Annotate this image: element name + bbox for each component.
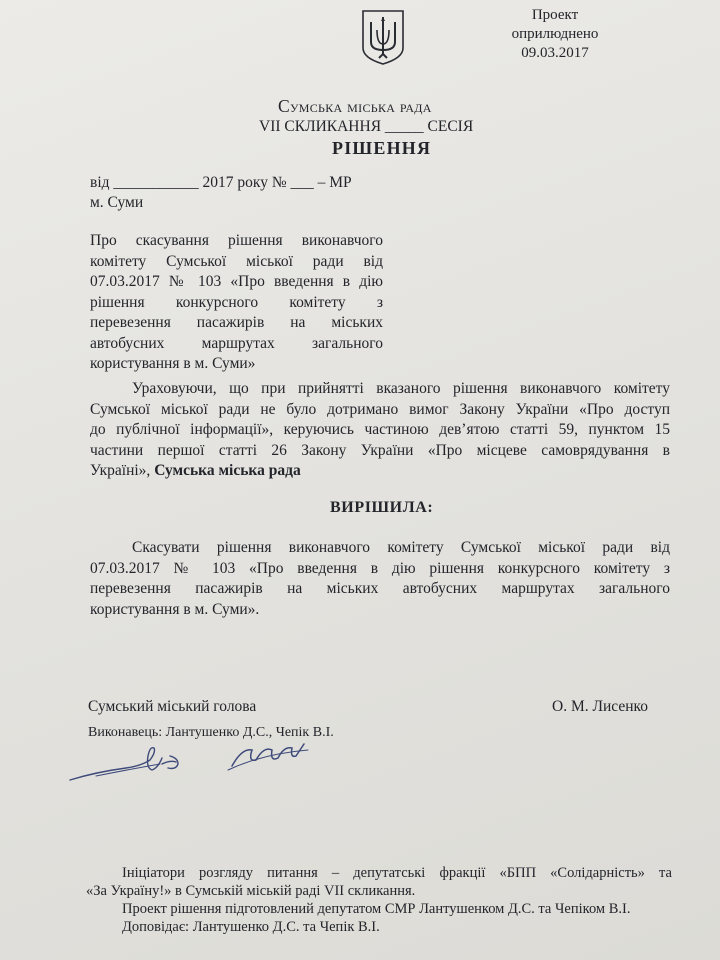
draft-stamp-date: 09.03.2017 xyxy=(521,45,589,61)
footer-initiators: Ініціатори розгляду питання – депутатські фракції «БПП «Солідарність» та xyxy=(122,865,672,881)
date-number-line: від ___________ 2017 року № ___ – МР xyxy=(90,174,352,191)
draft-stamp-line1: Проект xyxy=(531,7,579,23)
resolved-line: Скасувати рішення виконавчого комітету Сумської міської ради від xyxy=(132,539,670,556)
convocation-line: VII СКЛИКАННЯ _____ СЕСІЯ xyxy=(259,118,474,135)
footer-prepared-by: Проект рішення підготовлений депутатом СМР Лантушенком Д.С. та Чепіком В.І. xyxy=(122,901,631,917)
preamble-line: до публічної інформації», керуючись частиною дев’ятою статті 59, пунктом 15 xyxy=(90,421,670,438)
council-signatory: Сумська міська рада xyxy=(154,462,301,479)
subject-line: комітету Сумської міської ради від xyxy=(90,252,383,270)
mayor-position: Сумський міський голова xyxy=(88,698,257,715)
resolved-block xyxy=(90,538,670,620)
trident-emblem-icon xyxy=(360,8,406,66)
subject-block xyxy=(90,231,383,375)
handwritten-signature-1-icon xyxy=(66,738,206,786)
executors-line: Виконавець: Лантушенко Д.С., Чепік В.І. xyxy=(88,725,334,740)
preamble-line: Сумської міської ради не було дотримано вимог Закону України «Про доступ xyxy=(90,400,670,418)
subject-line: 07.03.2017 № 103 «Про введення в дію xyxy=(90,273,383,290)
subject-line: Про скасування рішення виконавчого xyxy=(90,232,383,249)
preamble-line: частини першої статті 26 Закону України «Про місцеве самоврядування в xyxy=(90,441,670,459)
document-title: РІШЕННЯ xyxy=(332,138,432,158)
footer-notes xyxy=(86,864,672,936)
footer-reporter: Доповідає: Лантушенко Д.С. та Чепік В.І. xyxy=(122,919,380,935)
resolved-line: перевезення пасажирів на міських автобусних маршрутах загального xyxy=(90,580,670,597)
draft-stamp xyxy=(490,6,620,63)
subject-line: автобусних маршрутах загального xyxy=(90,334,383,352)
preamble-block xyxy=(90,379,670,482)
handwritten-signature-2-icon xyxy=(226,736,310,776)
council-name: Сумська міська рада xyxy=(278,96,432,116)
city-line: м. Суми xyxy=(90,194,144,211)
subject-line: перевезення пасажирів на міських xyxy=(90,314,383,331)
preamble-last-plain: Україні», xyxy=(90,462,155,479)
resolved-line: користування в м. Суми». xyxy=(90,600,260,618)
preamble-last-line xyxy=(90,461,670,482)
subject-line: користування в м. Суми» xyxy=(90,355,256,372)
subject-line: рішення конкурсного комітету з xyxy=(90,293,383,311)
preamble-line: Ураховуючи, що при прийнятті вказаного рішення виконавчого комітету xyxy=(132,380,670,397)
mayor-name: О. М. Лисенко xyxy=(552,698,649,715)
draft-stamp-line2: оприлюднено xyxy=(511,26,599,42)
resolved-line: 07.03.2017 № 103 «Про введення в дію рішення конкурсного комітету з xyxy=(90,559,670,577)
footer-initiators-cont: «За Україну!» в Сумській міській раді VII скликання. xyxy=(86,883,416,899)
resolved-heading: ВИРІШИЛА: xyxy=(330,499,434,516)
